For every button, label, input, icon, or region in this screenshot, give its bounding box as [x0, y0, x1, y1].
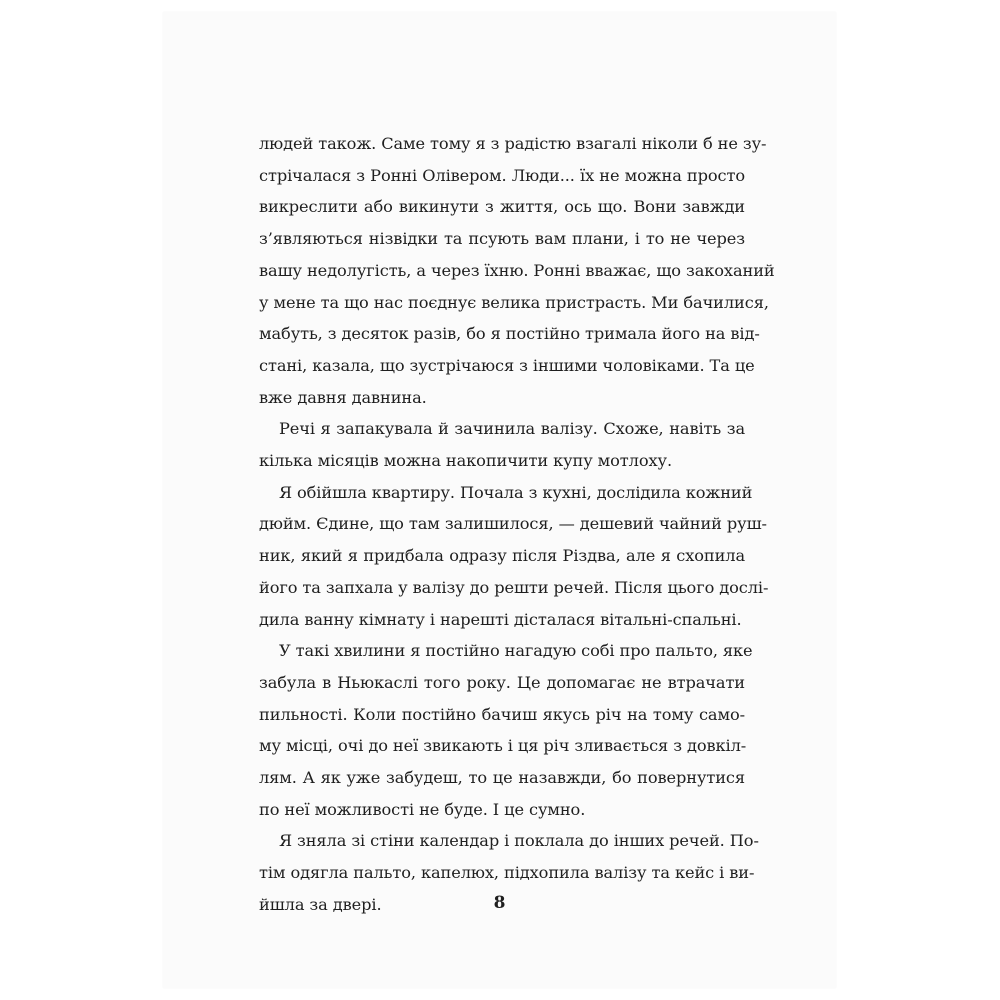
body-text — [259, 128, 775, 921]
text-line: стрічалася з Ронні Олівером. Люди... їх не можна просто — [259, 165, 745, 185]
text-line: дила ванну кімнату і нарешті дісталася вітальні-спальні. — [259, 609, 742, 629]
text-line: му місці, очі до неї звикають і ця річ зливається з довкіл- — [259, 736, 747, 756]
text-line: його та запхала у валізу до решти речей. Після цього дослі- — [259, 577, 769, 597]
text-line: дюйм. Єдине, що там залишилося, — дешевий чайний руш- — [259, 514, 767, 534]
text-line: людей також. Саме тому я з радістю взагалі ніколи б не зу- — [259, 134, 767, 153]
page-number: 8 — [493, 893, 506, 913]
text-line: з’являються нізвідки та псують вам плани, і то не через — [259, 229, 745, 249]
text-line: У такі хвилини я постійно нагадую собі про пальто, яке — [279, 641, 753, 661]
text-line: у мене та що нас поєднує велика пристрасть. Ми бачилися, — [259, 292, 769, 312]
text-line: кілька місяців можна накопичити купу мотлоху. — [259, 451, 672, 471]
text-line: Речі я запакувала й зачинила валізу. Схоже, навіть за — [279, 419, 745, 439]
text-line: вже давня давнина. — [259, 387, 427, 407]
text-line: вашу недолугість, а через їхню. Ронні вважає, що закоханий — [259, 260, 775, 280]
text-line: лям. А як уже забудеш, то це назавжди, бо повернутися — [259, 768, 745, 788]
text-line: мабуть, з десяток разів, бо я постійно тримала його на від- — [259, 324, 760, 344]
text-line: забула в Ньюкаслі того року. Це допомагає не втрачати — [259, 672, 745, 692]
text-line: стані, казала, що зустрічаюся з іншими чоловіками. Та це — [259, 355, 755, 375]
text-line: тім одягла пальто, капелюх, підхопила валізу та кейс і ви- — [259, 863, 755, 883]
text-line: йшла за двері. — [259, 894, 382, 914]
text-line: викреслити або викинути з життя, ось що. Вони завжди — [259, 197, 745, 217]
text-line: Я обійшла квартиру. Почала з кухні, дослідила кожний — [279, 482, 753, 502]
text-line: Я зняла зі стіни календар і поклала до інших речей. По- — [279, 831, 759, 851]
text-line: ник, який я придбала одразу після Різдва, але я схопила — [259, 546, 745, 566]
text-line: пильності. Коли постійно бачиш якусь річ на тому само- — [259, 704, 745, 724]
book-page — [163, 12, 836, 988]
text-line: по неї можливості не буде. І це сумно. — [259, 799, 586, 819]
